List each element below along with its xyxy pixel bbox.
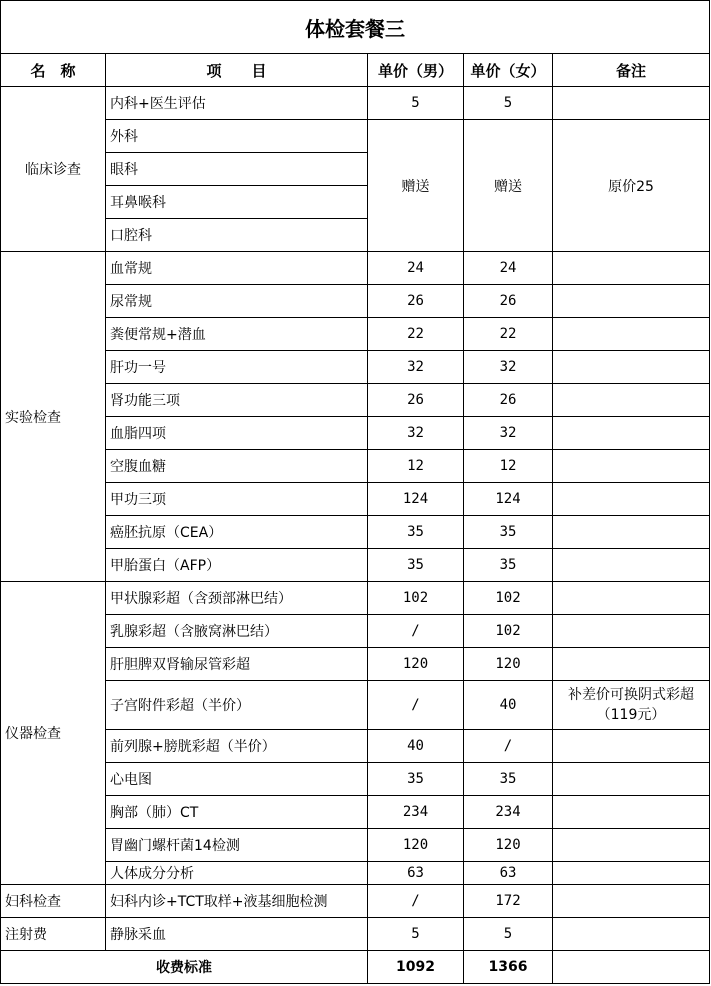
table-row	[1, 829, 710, 862]
item-cell: 粪便常规+潜血	[106, 318, 368, 351]
table-row	[1, 681, 710, 730]
note-cell	[553, 285, 710, 318]
note-cell	[553, 862, 710, 885]
price-female-cell: 35	[464, 763, 553, 796]
note-cell	[553, 318, 710, 351]
item-cell: 甲状腺彩超（含颈部淋巴结）	[106, 582, 368, 615]
price-male-cell: /	[368, 681, 464, 730]
note-cell	[553, 730, 710, 763]
price-female-cell: 102	[464, 582, 553, 615]
item-cell: 前列腺+膀胱彩超（半价）	[106, 730, 368, 763]
group-lab: 实验检查	[1, 252, 106, 582]
note-cell	[553, 763, 710, 796]
price-female-cell: 32	[464, 417, 553, 450]
table-row	[1, 730, 710, 763]
item-cell: 癌胚抗原（CEA）	[106, 516, 368, 549]
price-female-cell: 35	[464, 516, 553, 549]
table-row	[1, 120, 710, 153]
price-male-cell: 32	[368, 417, 464, 450]
total-label: 收费标准	[1, 951, 368, 984]
price-female-cell: 40	[464, 681, 553, 730]
total-male: 1092	[368, 951, 464, 984]
item-cell: 眼科	[106, 153, 368, 186]
price-female-cell: 24	[464, 252, 553, 285]
price-male-cell: 63	[368, 862, 464, 885]
table-row	[1, 252, 710, 285]
item-cell: 妇科内诊+TCT取样+液基细胞检测	[106, 885, 368, 918]
note-cell	[553, 829, 710, 862]
item-cell: 甲胎蛋白（AFP）	[106, 549, 368, 582]
price-male-cell: 35	[368, 549, 464, 582]
price-male-cell: 5	[368, 918, 464, 951]
item-cell: 胃幽门螺杆菌14检测	[106, 829, 368, 862]
price-female-cell: 234	[464, 796, 553, 829]
item-cell: 甲功三项	[106, 483, 368, 516]
price-male-cell: 26	[368, 285, 464, 318]
note-cell	[553, 384, 710, 417]
price-male-cell: 35	[368, 763, 464, 796]
group-gyn: 妇科检查	[1, 885, 106, 918]
price-male-cell: 35	[368, 516, 464, 549]
page-title: 体检套餐三	[1, 1, 710, 54]
note-cell	[553, 450, 710, 483]
total-note	[553, 951, 710, 984]
table-row	[1, 885, 710, 918]
note-cell	[553, 252, 710, 285]
table-row	[1, 582, 710, 615]
item-cell: 血脂四项	[106, 417, 368, 450]
table-row	[1, 549, 710, 582]
header-price-male: 单价（男）	[368, 54, 464, 87]
item-cell: 子宫附件彩超（半价）	[106, 681, 368, 730]
item-cell: 外科	[106, 120, 368, 153]
note-cell	[553, 549, 710, 582]
note-cell	[553, 516, 710, 549]
table-row	[1, 918, 710, 951]
price-male-cell: 234	[368, 796, 464, 829]
table-row	[1, 285, 710, 318]
table-row	[1, 384, 710, 417]
group-injection: 注射费	[1, 918, 106, 951]
item-cell: 心电图	[106, 763, 368, 796]
price-male-cell: 5	[368, 87, 464, 120]
price-female-cell: 124	[464, 483, 553, 516]
price-male-cell: 12	[368, 450, 464, 483]
header-row	[1, 54, 710, 87]
price-male-cell: /	[368, 615, 464, 648]
price-female-cell: 12	[464, 450, 553, 483]
item-cell: 肾功能三项	[106, 384, 368, 417]
price-female-cell: 32	[464, 351, 553, 384]
header-note: 备注	[553, 54, 710, 87]
price-female-cell: 5	[464, 87, 553, 120]
table-row	[1, 648, 710, 681]
note-cell	[553, 796, 710, 829]
item-cell: 尿常规	[106, 285, 368, 318]
item-cell: 血常规	[106, 252, 368, 285]
note-cell	[553, 615, 710, 648]
note-cell	[553, 648, 710, 681]
item-cell: 静脉采血	[106, 918, 368, 951]
item-cell: 肝功一号	[106, 351, 368, 384]
price-male-cell: 24	[368, 252, 464, 285]
note-cell	[553, 87, 710, 120]
note-cell	[553, 885, 710, 918]
price-female-cell: 172	[464, 885, 553, 918]
header-name: 名 称	[1, 54, 106, 87]
price-female-cell: 22	[464, 318, 553, 351]
price-male-cell: 40	[368, 730, 464, 763]
note-cell: 原价25	[553, 120, 710, 252]
table-row	[1, 87, 710, 120]
price-female-cell: /	[464, 730, 553, 763]
price-male-cell: 102	[368, 582, 464, 615]
header-item: 项 目	[106, 54, 368, 87]
item-cell: 耳鼻喉科	[106, 186, 368, 219]
price-female-cell: 120	[464, 648, 553, 681]
item-cell: 乳腺彩超（含腋窝淋巴结）	[106, 615, 368, 648]
note-cell	[553, 417, 710, 450]
price-female-cell: 26	[464, 285, 553, 318]
table-row	[1, 351, 710, 384]
item-cell: 空腹血糖	[106, 450, 368, 483]
item-cell: 人体成分分析	[106, 862, 368, 885]
table-row	[1, 417, 710, 450]
price-male-cell: 26	[368, 384, 464, 417]
table-row	[1, 318, 710, 351]
price-male-cell: 赠送	[368, 120, 464, 252]
table-row	[1, 615, 710, 648]
item-cell: 口腔科	[106, 219, 368, 252]
price-male-cell: 120	[368, 648, 464, 681]
price-female-cell: 35	[464, 549, 553, 582]
item-cell: 胸部（肺）CT	[106, 796, 368, 829]
note-cell	[553, 918, 710, 951]
price-male-cell: 32	[368, 351, 464, 384]
note-cell	[553, 351, 710, 384]
price-male-cell: /	[368, 885, 464, 918]
table-row	[1, 862, 710, 885]
title-row	[1, 1, 710, 54]
price-male-cell: 22	[368, 318, 464, 351]
price-female-cell: 赠送	[464, 120, 553, 252]
note-cell	[553, 582, 710, 615]
total-row	[1, 951, 710, 984]
price-female-cell: 5	[464, 918, 553, 951]
table-row	[1, 796, 710, 829]
table-row	[1, 450, 710, 483]
group-clinical: 临床诊查	[1, 87, 106, 252]
price-female-cell: 120	[464, 829, 553, 862]
total-female: 1366	[464, 951, 553, 984]
table-row	[1, 516, 710, 549]
price-male-cell: 120	[368, 829, 464, 862]
table-row	[1, 483, 710, 516]
price-female-cell: 26	[464, 384, 553, 417]
group-instrument: 仪器检查	[1, 582, 106, 885]
note-cell	[553, 483, 710, 516]
table-row	[1, 763, 710, 796]
price-male-cell: 124	[368, 483, 464, 516]
note-cell: 补差价可换阴式彩超（119元）	[553, 681, 710, 730]
item-cell: 肝胆脾双肾输尿管彩超	[106, 648, 368, 681]
item-cell: 内科+医生评估	[106, 87, 368, 120]
price-female-cell: 63	[464, 862, 553, 885]
header-price-female: 单价（女）	[464, 54, 553, 87]
price-female-cell: 102	[464, 615, 553, 648]
